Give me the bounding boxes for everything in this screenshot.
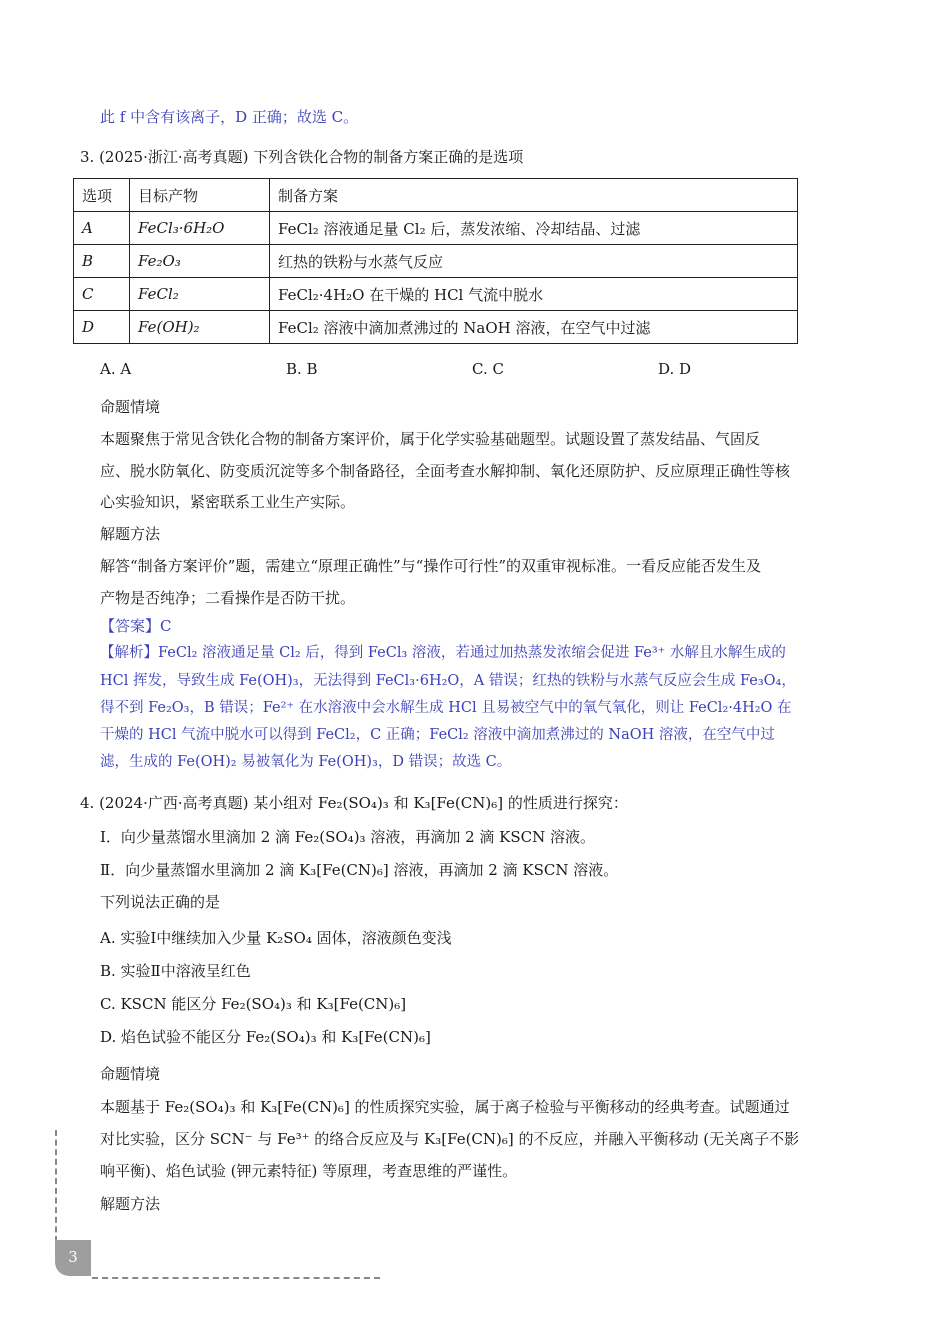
table-header: 制备方案 bbox=[270, 179, 798, 212]
table-row bbox=[74, 278, 798, 311]
table-cell: C bbox=[74, 278, 130, 311]
q4-option-a: A. 实验Ⅰ中继续加入少量 K₂SO₄ 固体，溶液颜色变浅 bbox=[100, 929, 452, 947]
table-cell: FeCl₂ 溶液中滴加煮沸过的 NaOH 溶液，在空气中过滤 bbox=[270, 311, 798, 344]
q3-context-line: 应、脱水防氧化、防变质沉淀等多个制备路径，全面考查水解抑制、氧化还原防护、反应原理正确性等核 bbox=[100, 462, 791, 480]
q3-analysis-line: 得不到 Fe₂O₃，B 错误；Fe²⁺ 在水溶液中会水解生成 HCl 且易被空气中的氧气氧化，则让 FeCl₂·4H₂O 在 bbox=[100, 700, 792, 716]
table-row bbox=[74, 311, 798, 344]
top-line: 此 f 中含有该离子，D 正确；故选 C。 bbox=[100, 108, 359, 126]
table-cell: A bbox=[74, 212, 130, 245]
table-cell: D bbox=[74, 311, 130, 344]
q4-option-d: D. 焰色试验不能区分 Fe₂(SO₄)₃ 和 K₃[Fe(CN)₆] bbox=[100, 1028, 431, 1046]
table-cell: FeCl₃·6H₂O bbox=[130, 212, 270, 245]
q4-stem: 4. (2024·广西·高考真题) 某小组对 Fe₂(SO₄)₃ 和 K₃[Fe(CN)₆] 的性质进行探究： bbox=[80, 794, 628, 812]
q3-option-b: B. B bbox=[286, 360, 318, 378]
table-cell: B bbox=[74, 245, 130, 278]
q4-context-line: 响平衡)、焰色试验 (钾元素特征) 等原理，考查思维的严谨性。 bbox=[100, 1162, 518, 1180]
table-header-row bbox=[74, 179, 798, 212]
q3-analysis-line: 滤，生成的 Fe(OH)₂ 易被氧化为 Fe(OH)₃，D 错误；故选 C。 bbox=[100, 754, 512, 770]
table-cell: 红热的铁粉与水蒸气反应 bbox=[270, 245, 798, 278]
table-header: 选项 bbox=[74, 179, 130, 212]
q3-stem: 3. (2025·浙江·高考真题) 下列含铁化合物的制备方案正确的是选项 bbox=[80, 148, 524, 166]
q4-step-2: Ⅱ．向少量蒸馏水里滴加 2 滴 K₃[Fe(CN)₆] 溶液，再滴加 2 滴 KSCN 溶液。 bbox=[100, 861, 619, 879]
table-cell: Fe(OH)₂ bbox=[130, 311, 270, 344]
q3-option-c: C. C bbox=[472, 360, 504, 378]
footer-divider bbox=[92, 1277, 380, 1279]
q4-ask: 下列说法正确的是 bbox=[100, 893, 221, 911]
q3-analysis-line: 干燥的 HCl 气流中脱水可以得到 FeCl₂，C 正确；FeCl₂ 溶液中滴加煮沸过的 NaOH 溶液，在空气中过 bbox=[100, 727, 775, 743]
table-cell: FeCl₂ bbox=[130, 278, 270, 311]
q3-context-title: 命题情境 bbox=[100, 398, 161, 416]
table-row bbox=[74, 212, 798, 245]
q3-context-line: 心实验知识，紧密联系工业生产实际。 bbox=[100, 493, 356, 511]
table-cell: FeCl₂ 溶液通足量 Cl₂ 后，蒸发浓缩、冷却结晶、过滤 bbox=[270, 212, 798, 245]
table-cell: FeCl₂·4H₂O 在干燥的 HCl 气流中脱水 bbox=[270, 278, 798, 311]
table-cell: Fe₂O₃ bbox=[130, 245, 270, 278]
q3-context-line: 本题聚焦于常见含铁化合物的制备方案评价，属于化学实验基础题型。试题设置了蒸发结晶、气固反 bbox=[100, 430, 761, 448]
q3-option-d: D. D bbox=[658, 360, 692, 378]
margin-divider bbox=[55, 1130, 57, 1242]
q3-table bbox=[73, 178, 798, 344]
q4-context-line: 对比实验，区分 SCN⁻ 与 Fe³⁺ 的络合反应及与 K₃[Fe(CN)₆] 的不反应，并融入平衡移动 (无关离子不影 bbox=[100, 1130, 800, 1148]
q3-analysis-line: 【解析】FeCl₂ 溶液通足量 Cl₂ 后，得到 FeCl₃ 溶液，若通过加热蒸发浓缩会促进 Fe³⁺ 水解且水解生成的 bbox=[100, 645, 786, 661]
q3-option-a: A. A bbox=[100, 360, 132, 378]
q4-context-line: 本题基于 Fe₂(SO₄)₃ 和 K₃[Fe(CN)₆] 的性质探究实验，属于离子检验与平衡移动的经典考查。试题通过 bbox=[100, 1098, 790, 1116]
q4-step-1: Ⅰ．向少量蒸馏水里滴加 2 滴 Fe₂(SO₄)₃ 溶液，再滴加 2 滴 KSCN 溶液。 bbox=[100, 828, 596, 846]
q3-analysis-line: HCl 挥发，导致生成 Fe(OH)₃，无法得到 FeCl₃·6H₂O，A 错误；红热的铁粉与水蒸气反应会生成 Fe₃O₄， bbox=[100, 673, 796, 689]
table-header: 目标产物 bbox=[130, 179, 270, 212]
q3-method-line: 解答“制备方案评价”题，需建立“原理正确性”与“操作可行性”的双重审视标准。一看反应能否发生及 bbox=[100, 557, 762, 575]
q4-option-c: C. KSCN 能区分 Fe₂(SO₄)₃ 和 K₃[Fe(CN)₆] bbox=[100, 995, 407, 1013]
q3-answer: 【答案】C bbox=[100, 617, 172, 635]
q4-option-b: B. 实验Ⅱ中溶液呈红色 bbox=[100, 962, 251, 980]
page-number: 3 bbox=[55, 1240, 91, 1276]
table-row bbox=[74, 245, 798, 278]
q4-method-title: 解题方法 bbox=[100, 1195, 161, 1213]
q3-method-title: 解题方法 bbox=[100, 525, 161, 543]
q3-method-line: 产物是否纯净；二看操作是否防干扰。 bbox=[100, 589, 356, 607]
q4-context-title: 命题情境 bbox=[100, 1065, 161, 1083]
